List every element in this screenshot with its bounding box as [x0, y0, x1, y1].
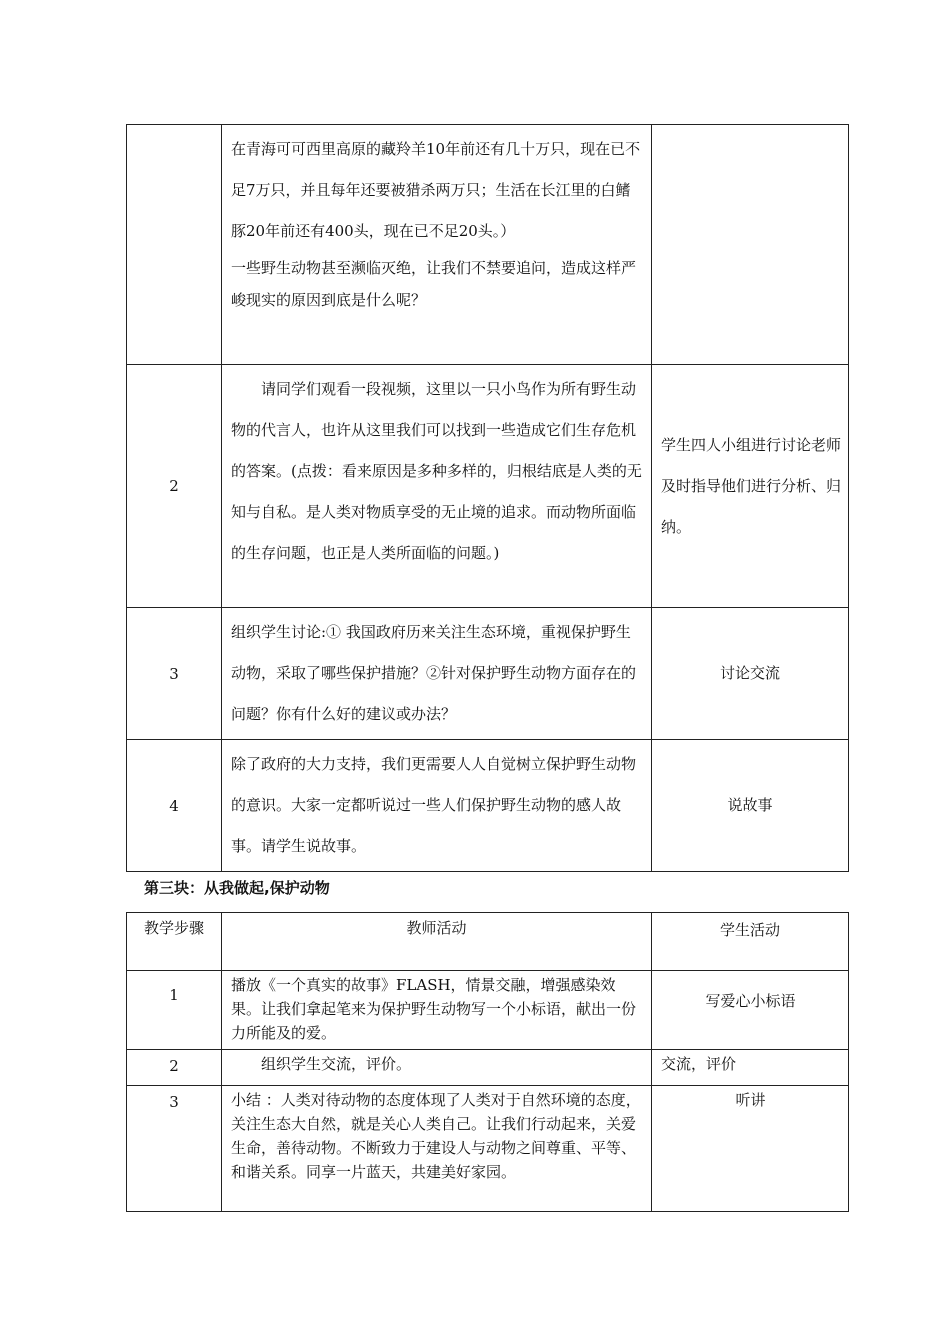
student-activity: 听讲	[652, 1086, 849, 1212]
step-number: 1	[127, 971, 222, 1050]
table-row	[127, 1050, 849, 1086]
paragraph: 在青海可可西里高原的藏羚羊10年前还有几十万只，现在已不足7万只，并且每年还要被猎杀两万只；生活在长江里的白鳍豚20年前还有400头，现在已不足20头。）	[231, 140, 641, 240]
step-number: 3	[127, 1086, 222, 1212]
step-number: 4	[127, 740, 222, 872]
lesson-table-part2	[126, 124, 849, 872]
column-header: 教学步骤	[127, 913, 222, 971]
student-activity: 学生四人小组进行讨论老师及时指导他们进行分析、归纳。	[652, 365, 849, 608]
paragraph: 组织学生讨论:① 我国政府历来关注生态环境，重视保护野生动物，采取了哪些保护措施？②针对保护野生动物方面存在的问题？你有什么好的建议或办法？	[231, 623, 637, 723]
table-header-row	[127, 913, 849, 971]
table-row	[127, 365, 849, 608]
step-number: 3	[127, 608, 222, 740]
student-activity: 说故事	[652, 740, 849, 872]
student-activity: 写爱心小标语	[652, 971, 849, 1050]
student-activity: 交流，评价	[652, 1050, 849, 1086]
column-header: 教师活动	[222, 913, 652, 971]
teacher-activity: 播放《一个真实的故事》FLASH，情景交融，增强感染效果。让我们拿起笔来为保护野生动物写一个小标语，献出一份力所能及的爱。	[222, 971, 652, 1050]
step-number: 2	[127, 1050, 222, 1086]
table-row	[127, 608, 849, 740]
table-row	[127, 740, 849, 872]
step-number	[127, 125, 222, 365]
teacher-activity	[222, 740, 652, 872]
table-row	[127, 971, 849, 1050]
student-activity	[652, 125, 849, 365]
table-row	[127, 1086, 849, 1212]
step-number: 2	[127, 365, 222, 608]
paragraph: 一些野生动物甚至濒临灭绝，让我们不禁要追问，造成这样严峻现实的原因到底是什么呢？	[231, 259, 637, 309]
teacher-activity	[222, 608, 652, 740]
student-activity: 讨论交流	[652, 608, 849, 740]
paragraph: 除了政府的大力支持，我们更需要人人自觉树立保护野生动物的意识。大家一定都听说过一些人们保护野生动物的感人故事。请学生说故事。	[231, 755, 637, 855]
teacher-activity	[222, 125, 652, 365]
lesson-table-part3	[126, 912, 849, 1212]
teacher-activity	[222, 365, 652, 608]
table-row	[127, 125, 849, 365]
teacher-activity: 小结 ：人类对待动物的态度体现了人类对于自然环境的态度，关注生态大自然，就是关心人类自己。让我们行动起来，关爱生命，善待动物。不断致力于建设人与动物之间尊重、平等、和谐关系。同享一片蓝天，共建美好家园。	[222, 1086, 652, 1212]
section-heading: 第三块：从我做起,保护动物	[144, 879, 330, 897]
paragraph: 请同学们观看一段视频，这里以一只小鸟作为所有野生动物的代言人，也许从这里我们可以找到一些造成它们生存危机的答案。(点拨：看来原因是多种多样的，归根结底是人类的无知与自私。是人类对物质享受的无止境的追求。而动物所面临的生存问题，也正是人类所面临的问题。)	[231, 380, 642, 562]
teacher-activity: 组织学生交流，评价。	[222, 1050, 652, 1086]
column-header: 学生活动	[652, 913, 849, 971]
